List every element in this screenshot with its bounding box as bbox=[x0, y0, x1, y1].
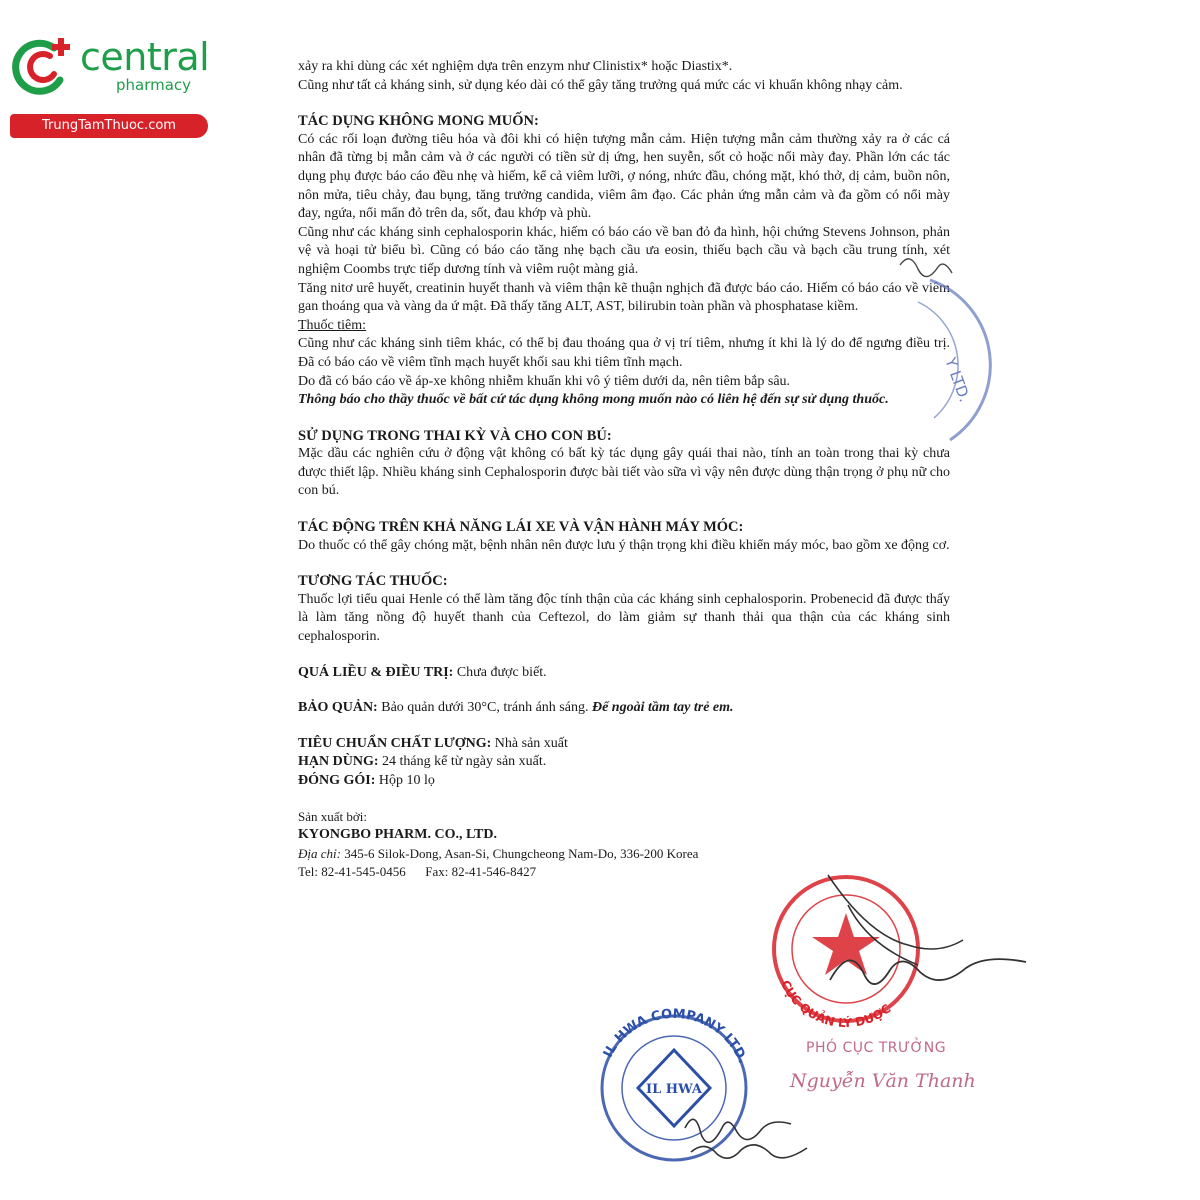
partial-stamp-text: Y LTD. bbox=[941, 355, 974, 405]
driving-heading: TÁC ĐỘNG TRÊN KHẢ NĂNG LÁI XE VÀ VẬN HÀNH MÁY MÓC: bbox=[298, 519, 744, 536]
side-effects-paragraph: Có các rối loạn đường tiêu hóa và đôi khi có hiện tượng mẫn cảm. Hiện tượng mẫn cảm thường xảy ra ở các cá nhân đã từng bị mẫn cảm và ở các người có tiền sử dị ứng, hen suyễn, sốt cỏ hoặc nổi mày đay. Phần lớn các tác dụng phụ được báo cáo đều nhẹ và hiếm, kể cả viêm lưỡi, ợ nóng, nhức đầu, chóng mặt, khó thở, dị cảm, buồn nôn, nôn mửa, tiêu chảy, đau bụng, tăng trưởng candida, viêm âm đạo. Các phản ứng mẫn cảm và đa gồm có nổi mày đay, ngứa, nổi mẩn đỏ trên da, sốt, đau khớp và phù. bbox=[298, 131, 950, 222]
overdose-value: Chưa được biết. bbox=[456, 664, 547, 680]
brand-subtitle: pharmacy bbox=[116, 76, 192, 94]
interactions-paragraph: Thuốc lợi tiểu quai Henle có thể làm tăng độc tính thận của các kháng sinh cephalosporin. Probenecid đã được thấy là làm tăng nồng độ huyết thanh của Ceftezol, do làm giảm sự thanh thải qua thận của các kháng sinh cephalosporin. bbox=[298, 591, 950, 645]
signatory-name: Nguyễn Văn Thanh bbox=[790, 1070, 976, 1092]
storage-warning: Để ngoài tầm tay trẻ em. bbox=[591, 700, 734, 716]
signatory-title: PHÓ CỤC TRƯỞNG bbox=[806, 1040, 947, 1056]
packing-line bbox=[298, 772, 950, 791]
svg-text:IL HWA COMPANY LTD. bbox=[601, 1008, 750, 1066]
signatory-signature bbox=[820, 940, 1030, 1000]
overdose-label: QUÁ LIỀU & ĐIỀU TRỊ: bbox=[298, 664, 454, 680]
manufacturer-name: KYONGBO PHARM. CO., LTD. bbox=[298, 827, 497, 843]
address-label: Địa chỉ: bbox=[298, 845, 341, 861]
manufacturer-label: Sản xuất bởi: bbox=[298, 808, 367, 824]
pregnancy-paragraph: Mặc dầu các nghiên cứu ở động vật không có bất kỳ tác dụng gây quái thai nào, tính an toàn trong thai kỳ chưa được thiết lập. Nhiều kháng sinh Cephalosporin được bài tiết vào sữa vì vậy nên được dùng thận trọng ở phụ nữ cho con bú. bbox=[298, 446, 950, 499]
doctor-notice: Thông báo cho thầy thuốc về bất cứ tác dụng không mong muốn nào có liên hệ đến sự sử dụng thuốc. bbox=[298, 392, 889, 408]
intro-line: xảy ra khi dùng các xét nghiệm dựa trên enzym như Clinistix* hoặc Diastix*. bbox=[298, 59, 733, 74]
document-body bbox=[298, 58, 950, 882]
central-pharmacy-logo bbox=[10, 34, 215, 139]
manufacturer-signature bbox=[665, 1100, 845, 1170]
quality-label: TIÊU CHUẨN CHẤT LƯỢNG: bbox=[298, 735, 492, 751]
storage-label: BẢO QUẢN: bbox=[298, 700, 378, 716]
company-stamp-ring-text: IL HWA COMPANY LTD. bbox=[600, 1008, 751, 1066]
packing-label: ĐÓNG GÓI: bbox=[298, 773, 376, 788]
side-effects-paragraph: Cũng như các kháng sinh cephalosporin khác, hiếm có báo cáo về ban đỏ đa hình, hội chứng Stevens Johnson, phản vệ và hoại tử biểu bì. Cũng có báo cáo tăng nhẹ bạch cầu ưa eosin, thiếu bạch cầu và bạch cầu trung tính, xét nghiệm Coombs trực tiếp dương tính và viêm ruột màng giả. bbox=[298, 224, 950, 277]
side-effects-paragraph: Cũng như các kháng sinh tiêm khác, có thể bị đau thoáng qua ở vị trí tiêm, nhưng ít khi là lý do để ngưng điều trị. Đã có báo cáo về viêm tĩnh mạch huyết khối sau khi tiêm tĩnh mạch. bbox=[298, 336, 950, 370]
partial-blue-stamp bbox=[890, 250, 1000, 450]
quality-line bbox=[298, 735, 950, 754]
storage-value: Bảo quản dưới 30°C, tránh ánh sáng. bbox=[381, 700, 589, 716]
intro-paragraph: Cũng như tất cả kháng sinh, sử dụng kéo dài có thể gây tăng trưởng quá mức các vi khuẩn không nhạy cảm. bbox=[298, 77, 903, 93]
handwritten-initials bbox=[900, 259, 952, 277]
injection-subheading: Thuốc tiêm: bbox=[298, 317, 367, 333]
side-effects-paragraph: Tăng nitơ urê huyết, creatinin huyết thanh và viêm thận kẽ thuận nghịch đã được báo cáo. Hiếm có báo cáo về viêm gan thoáng qua và vàng da ứ mật. Đã thấy tăng ALT, AST, bilirubin toàn phần và phosphatase kiềm. bbox=[298, 280, 950, 315]
overdose-line bbox=[298, 664, 950, 683]
side-effects-paragraph: Do đã có báo cáo về áp-xe không nhiễm khuẩn khi vô ý tiêm dưới da, nên tiêm bắp sâu. bbox=[298, 373, 791, 389]
interactions-heading: TƯƠNG TÁC THUỐC: bbox=[298, 573, 448, 590]
expiry-label: HẠN DÙNG: bbox=[298, 754, 379, 770]
pregnancy-heading: SỬ DỤNG TRONG THAI KỲ VÀ CHO CON BÚ: bbox=[298, 427, 612, 444]
manufacturer-fax: Fax: 82-41-546-8427 bbox=[425, 864, 537, 880]
side-effects-heading: TÁC DỤNG KHÔNG MONG MUỐN: bbox=[298, 113, 539, 130]
signatory-block bbox=[790, 1040, 981, 1092]
manufacturer-address: 345-6 Silok-Dong, Asan-Si, Chungcheong Nam-Do, 336-200 Korea bbox=[344, 845, 699, 861]
pharmacy-cross-icon bbox=[10, 34, 74, 98]
brand-name: central bbox=[80, 35, 210, 79]
driving-paragraph: Do thuốc có thể gây chóng mặt, bệnh nhân nên được lưu ý thận trọng khi điều khiển máy móc, bao gồm xe động cơ. bbox=[298, 537, 950, 553]
red-stamp-ring-text: CỤC QUẢN LÝ DƯỢC bbox=[778, 978, 894, 1031]
expiry-value: 24 tháng kể từ ngày sản xuất. bbox=[382, 754, 547, 770]
manufacturer-tel: Tel: 82-41-545-0456 bbox=[298, 864, 406, 880]
quality-value: Nhà sản xuất bbox=[494, 735, 568, 751]
packing-value: Hộp 10 lọ bbox=[378, 773, 435, 788]
expiry-line bbox=[298, 753, 950, 772]
storage-line bbox=[298, 699, 950, 718]
company-stamp-center: IL HWA bbox=[646, 1082, 702, 1097]
manufacturer-address-line bbox=[298, 845, 950, 864]
website-link[interactable]: TrungTamThuoc.com bbox=[10, 114, 208, 138]
